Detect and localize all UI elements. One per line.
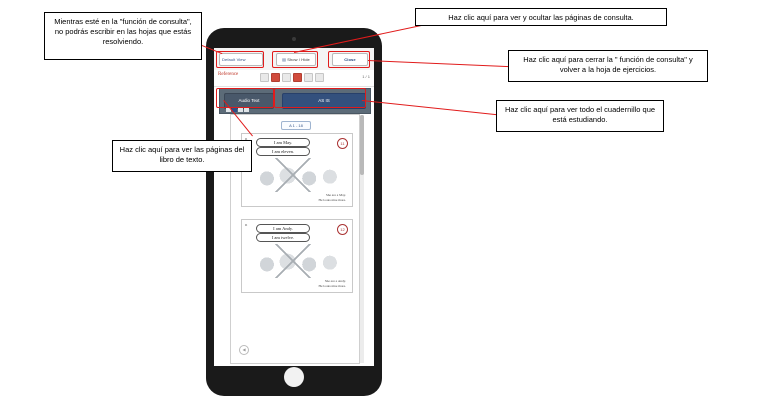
close-button[interactable]: Close bbox=[332, 53, 368, 66]
marker-icon[interactable] bbox=[293, 73, 302, 82]
illustration bbox=[250, 244, 344, 278]
tablet-device bbox=[206, 28, 382, 396]
camera-icon bbox=[292, 37, 296, 41]
eraser-icon[interactable] bbox=[282, 73, 291, 82]
book-icon: ▤ bbox=[282, 57, 286, 62]
annotation-callout: Mientras esté en la "función de consulta", no podrás escribir en las hojas que estás resolviendo. bbox=[44, 12, 202, 60]
home-button[interactable] bbox=[284, 367, 304, 387]
speech-bubble-line-2: I am eleven. bbox=[256, 147, 310, 156]
illustration bbox=[250, 158, 344, 192]
pen-icon[interactable] bbox=[260, 73, 269, 82]
tab-audio-text[interactable]: Audio Text bbox=[224, 93, 274, 109]
annotation-callout: Haz clic aquí para ver las páginas del libro de texto. bbox=[112, 140, 252, 172]
highlight-as-is-tab bbox=[274, 88, 366, 108]
highlighter-icon[interactable] bbox=[271, 73, 280, 82]
tab-as-is[interactable]: AS IS bbox=[282, 93, 366, 109]
speech-bubble-line-2: I am twelve. bbox=[256, 233, 310, 242]
shape-icon[interactable] bbox=[304, 73, 313, 82]
leader-line-3 bbox=[368, 60, 510, 67]
page-tag: A 1 - 18 bbox=[281, 121, 311, 130]
highlight-show-hide bbox=[272, 51, 318, 68]
leader-line-4 bbox=[362, 100, 497, 115]
annotation-callout: Haz clic aquí para ver y ocultar las páginas de consulta. bbox=[415, 8, 667, 26]
exercise-item bbox=[241, 133, 353, 207]
exercise-caption: She are a May. He looks nine more. bbox=[318, 193, 346, 202]
highlight-close bbox=[328, 51, 370, 68]
tool-palette[interactable] bbox=[260, 73, 324, 82]
quote-icon: “ bbox=[245, 224, 248, 231]
view-selector-button[interactable]: Default View bbox=[219, 53, 263, 66]
exercise-number: 12 bbox=[337, 224, 348, 235]
vertical-scrollbar[interactable] bbox=[360, 115, 364, 363]
annotation-callout: Haz clic aquí para cerrar la " función de consulta" y volver a la hoja de ejercicios. bbox=[508, 50, 708, 82]
text-icon[interactable] bbox=[315, 73, 324, 82]
exercise-caption: She are a Andy. He looks nine more. bbox=[318, 279, 346, 288]
show-hide-button[interactable]: ▤ Show / Hide bbox=[276, 53, 316, 66]
highlight-view-selector bbox=[216, 51, 264, 68]
speech-bubble-line-1: I am May. bbox=[256, 138, 310, 147]
exercise-item bbox=[241, 219, 353, 293]
highlight-audio-text-tab bbox=[216, 88, 274, 108]
speech-bubble-line-1: I am Andy. bbox=[256, 224, 310, 233]
annotation-callout: Haz clic aquí para ver todo el cuadernillo que está estudiando. bbox=[496, 100, 664, 132]
reference-ribbon bbox=[214, 70, 374, 87]
exercise-number: 11 bbox=[337, 138, 348, 149]
brand-label: Reference bbox=[218, 72, 239, 77]
back-arrow-icon[interactable]: ◀ bbox=[239, 345, 249, 355]
page-indicator: 1 / 1 bbox=[362, 74, 370, 79]
